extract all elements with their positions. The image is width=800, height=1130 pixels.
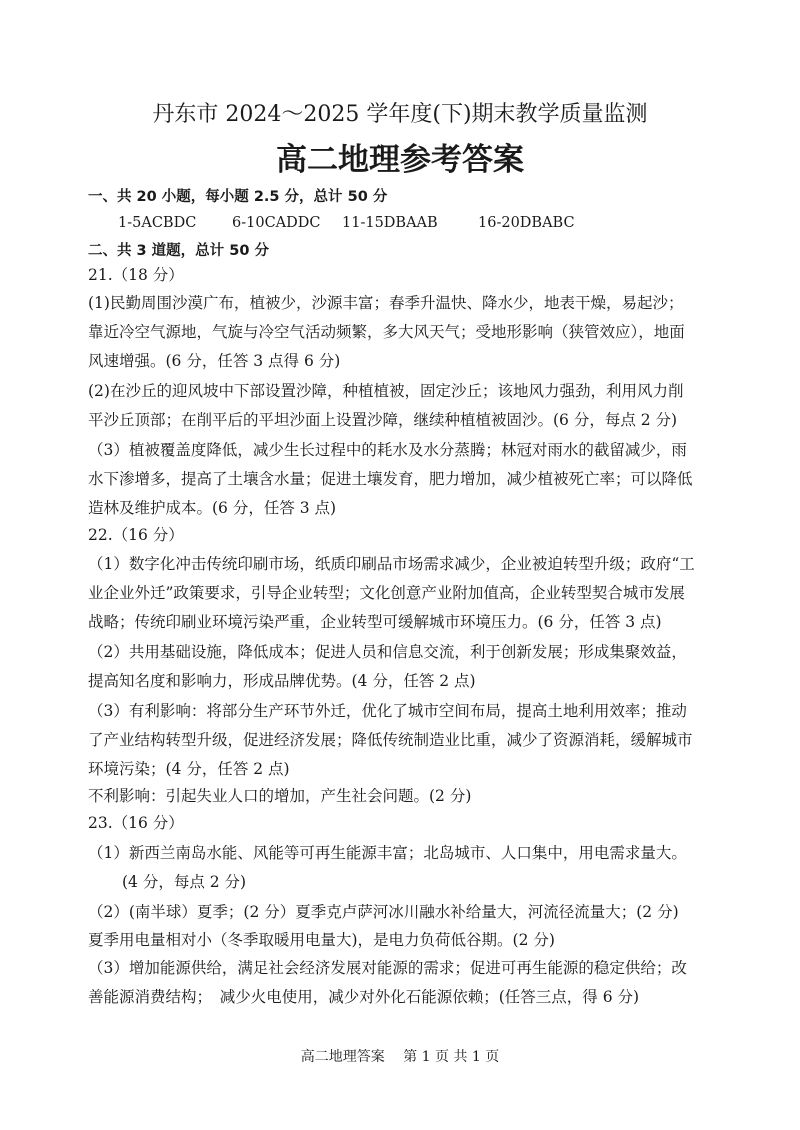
q23-line: （2）(南半球）夏季；(2 分）夏季克卢萨河冰川融水补给量大，河流径流量大；(2 分) <box>88 903 679 921</box>
q23-line: （1）新西兰南岛水能、风能等可再生能源丰富；北岛城市、人口集中，用电需求量大。 <box>88 844 687 862</box>
page-footer: 高二地理答案 第 1 页 共 1 页 <box>300 1049 500 1065</box>
q21-line: (1)民勤周围沙漠广布，植被少，沙源丰富；春季升温快、降水少，地表干燥，易起沙； <box>88 294 684 312</box>
q22-line: 不利影响：引起失业人口的增加，产生社会问题。(2 分) <box>88 787 472 805</box>
q22-heading: 22.（16 分） <box>88 526 184 544</box>
q21-line: 平沙丘顶部；在削平后的平坦沙面上设置沙障，继续种植植被固沙。(6 分，每点 2 分) <box>88 411 678 429</box>
q21-line: （3）植被覆盖度降低，减少生长过程中的耗水及水分蒸腾；林冠对雨水的截留减少，雨 <box>88 441 687 459</box>
q22-line: （3）有利影响：将部分生产环节外迁，优化了城市空间布局，提高土地利用效率；推动 <box>88 702 687 720</box>
mcq-answer-16-20: 16-20DBABC <box>478 215 575 231</box>
section1-heading: 一、共 20 小题，每小题 2.5 分，总计 50 分 <box>88 189 388 205</box>
mcq-answer-11-15: 11-15DBAAB <box>342 215 438 231</box>
q23-line: 善能源消费结构； 减少火电使用，减少对外化石能源依赖；(任答三点，得 6 分) <box>88 988 640 1006</box>
q21-line: 水下渗增多，提高了土壤含水量；促进土壤发育，肥力增加，减少植被死亡率；可以降低 <box>88 470 693 488</box>
q21-line: 造林及维护成本。(6 分，任答 3 点) <box>88 499 337 517</box>
q21-line: 风速增强。(6 分，任答 3 点得 6 分) <box>88 352 341 370</box>
q22-line: 战略；传统印刷业环境污染严重，企业转型可缓解城市环境压力。(6 分，任答 3 点) <box>88 613 662 631</box>
q23-line: 夏季用电量相对小（冬季取暖用电量大)，是电力负荷低谷期。(2 分) <box>88 931 555 949</box>
q22-line: （2）共用基础设施，降低成本；促进人员和信息交流，利于创新发展；形成集聚效益， <box>88 643 687 661</box>
mcq-answer-6-10: 6-10CADDC <box>232 215 321 231</box>
q21-line: 靠近冷空气源地，气旋与冷空气活动频繁，多大风天气；受地形影响（狭管效应），地面 <box>88 323 685 341</box>
q21-heading: 21.（18 分） <box>88 266 184 284</box>
q22-line: 环境污染；(4 分，任答 2 点) <box>88 760 290 778</box>
section2-heading: 二、共 3 道题，总计 50 分 <box>88 243 269 259</box>
q23-heading: 23.（16 分） <box>88 814 184 832</box>
q23-line: (4 分，每点 2 分) <box>122 873 247 891</box>
mcq-answer-1-5: 1-5ACBDC <box>118 215 197 231</box>
document-title: 高二地理参考答案 <box>276 142 524 178</box>
exam-title: 丹东市 2024～2025 学年度(下)期末教学质量监测 <box>152 102 648 127</box>
q22-line: 了产业结构转型升级，促进经济发展；降低传统制造业比重，减少了资源消耗，缓解城市 <box>88 731 693 749</box>
q22-line: 提高知名度和影响力，形成品牌优势。(4 分，任答 2 点) <box>88 672 476 690</box>
q22-line: 业企业外迁”政策要求，引导企业转型；文化创意产业附加值高，企业转型契合城市发展 <box>88 584 685 602</box>
q21-line: (2)在沙丘的迎风坡中下部设置沙障，种植植被，固定沙丘；该地风力强劲，利用风力削 <box>88 382 684 400</box>
q22-line: （1）数字化冲击传统印刷市场，纸质印刷品市场需求减少，企业被迫转型升级；政府“工 <box>88 555 695 573</box>
q23-line: （3）增加能源供给，满足社会经济发展对能源的需求；促进可再生能源的稳定供给；改 <box>88 959 687 977</box>
